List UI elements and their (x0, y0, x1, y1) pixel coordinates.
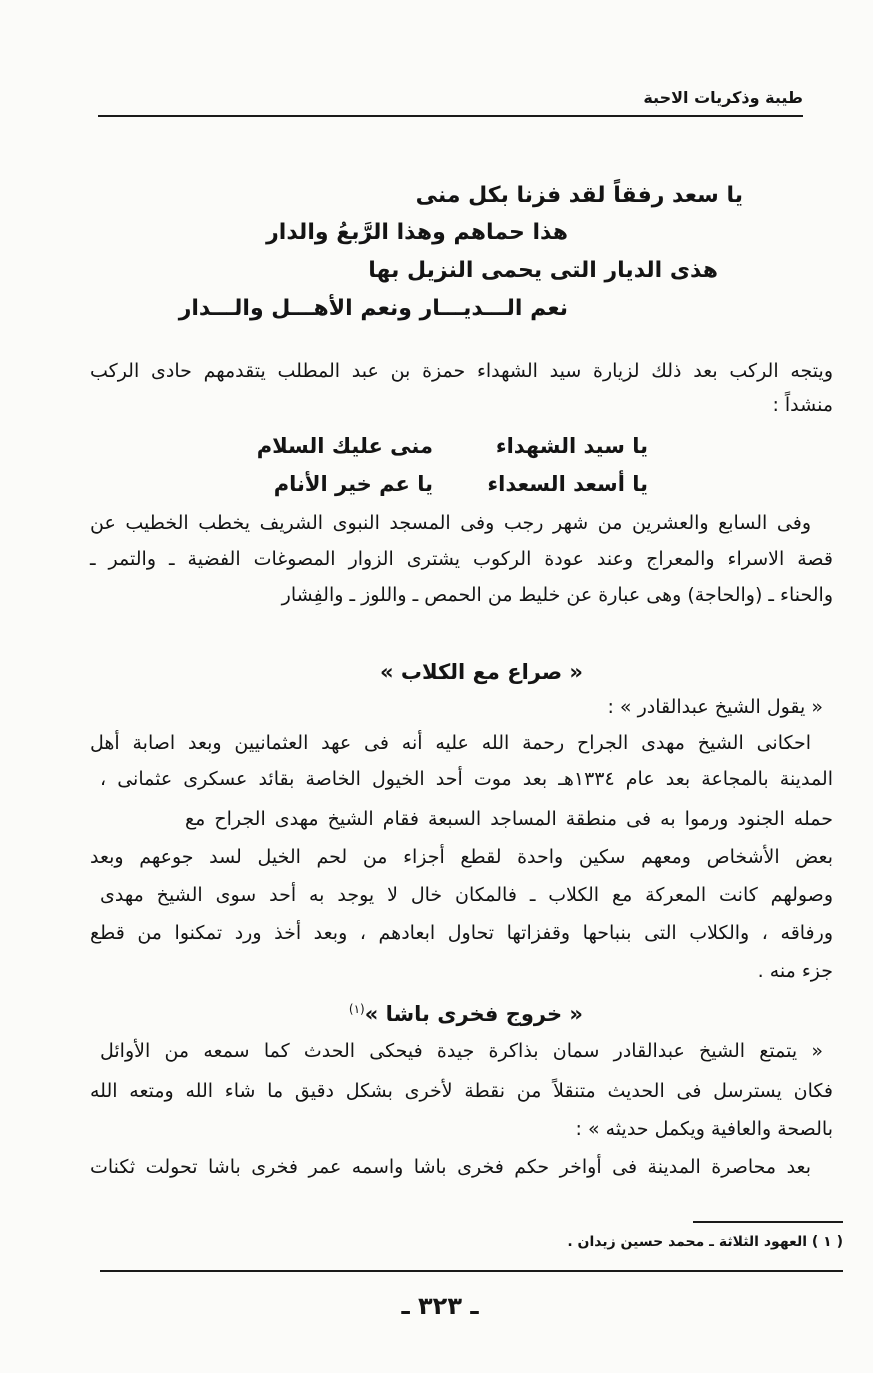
running-header: طيبة وذكريات الاحبة (643, 88, 803, 107)
paragraph-line: ويتجه الركب بعد ذلك لزيارة سيد الشهداء حمزة بن عبد المطلب يتقدمهم حادى الركب (90, 360, 833, 382)
footnote-ref: (١) (348, 1002, 365, 1016)
paragraph-line: فكان يسترسل فى الحديث متنقلاً من نقطة لأخرى بشكل دقيق ما شاء الله ومتعه الله (90, 1080, 833, 1102)
section-heading: « صراع مع الكلاب » (380, 660, 583, 684)
paragraph-line: بعد محاصرة المدينة فى أواخر حكم فخرى باشا واسمه عمر فخرى باشا تحولت ثكنات (90, 1156, 811, 1178)
chant-right: يا أسعد السعداء (487, 472, 648, 496)
chant-left: منى عليك السلام (256, 434, 433, 458)
section-intro: « يقول الشيخ عبدالقادر » : (607, 696, 823, 718)
paragraph-line: منشداً : (772, 394, 833, 416)
footer-divider (100, 1270, 843, 1272)
section-title: « خروج فخرى باشا » (364, 1002, 583, 1026)
poem-verse: يا سعد رفقاً لقد فزنا بكل منى (415, 183, 743, 208)
section-heading (349, 1002, 583, 1026)
footnote: ( ١ ) العهود الثلاثة ـ محمد حسين زيدان . (567, 1234, 843, 1250)
paragraph-line: والحناء ـ (والحاجة) وهى عبارة عن خليط من الحمص ـ واللوز ـ والفِشار (281, 584, 833, 606)
page-number: ـ ٣٢٣ ـ (401, 1292, 479, 1320)
paragraph-line: قصة الاسراء والمعراج وعند عودة الركوب يشترى الزوار المصوغات الفضية ـ والتمر ـ (90, 548, 833, 570)
chant-right: يا سيد الشهداء (495, 434, 648, 458)
paragraph-line: جزء منه . (757, 960, 833, 982)
poem-verse: هذى الديار التى يحمى النزيل بها (368, 258, 718, 283)
paragraph-line: « يتمتع الشيخ عبدالقادر سمان بذاكرة جيدة فيحكى الحدث كما سمعه من الأوائل (100, 1040, 823, 1062)
paragraph-line: وفى السابع والعشرين من شهر رجب وفى المسجد النبوى الشريف يخطب الخطيب عن (90, 512, 811, 534)
chant-left: يا عم خير الأنام (273, 472, 433, 496)
paragraph-line: بالصحة والعافية ويكمل حديثه » : (575, 1118, 833, 1140)
footnote-divider (693, 1221, 843, 1223)
poem-verse: نعم الـــديـــار ونعم الأهـــل والـــدار (178, 296, 568, 321)
paragraph-line: ورفاقه ، والكلاب التى بنباحها وقفزاتها تحاول ابعادهم ، وبعد أخذ ورد تمكنوا من قطع (90, 922, 833, 944)
paragraph-line: حمله الجنود ورموا به فى منطقة المساجد السبعة فقام الشيخ مهدى الجراح مع (185, 808, 833, 830)
poem-verse: هذا حماهم وهذا الرَّبعُ والدار (266, 220, 568, 245)
paragraph-line: المدينة بالمجاعة بعد عام ١٣٣٤هـ بعد موت أحد الخيول الخاصة بقائد عسكرى عثمانى ، (100, 768, 833, 790)
paragraph-line: احكانى الشيخ مهدى الجراح رحمة الله عليه أنه فى عهد العثمانيين وبعد اصابة أهل (90, 732, 811, 754)
paragraph-line: وصولهم كانت المعركة مع الكلاب ـ فالمكان خال لا يوجد به أحد سوى الشيخ مهدى (100, 884, 833, 906)
header-divider (98, 115, 803, 117)
paragraph-line: بعض الأشخاص ومعهم سكين واحدة لقطع أجزاء من لحم الخيل لسد جوعهم وبعد (90, 846, 833, 868)
